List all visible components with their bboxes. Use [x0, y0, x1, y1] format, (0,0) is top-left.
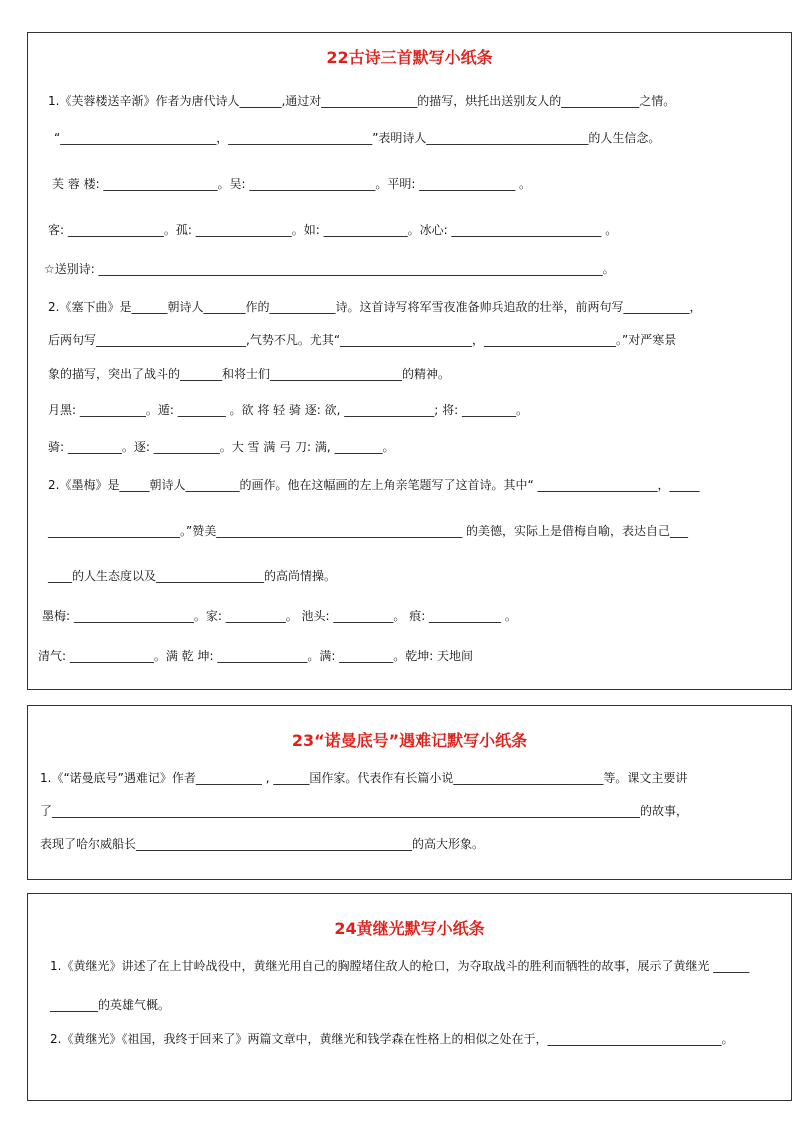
s22-line-14: 墨梅: ____________________。家: __________。 池头: __________。 痕: ____________ 。 — [42, 609, 517, 623]
section-23-title: 23“诺曼底号”遇难记默写小纸条 — [291, 731, 528, 750]
s22-line-7: 后两句写_________________________,气势不凡。尤其“______________________，______________________。”对严寒景 — [48, 333, 677, 347]
section-24-title: 24黄继光默写小纸条 — [334, 919, 485, 938]
section-23-card — [27, 705, 792, 880]
s24-line-2: ________的英雄气概。 — [50, 998, 171, 1012]
s23-line-2: 了__________________________________________________________________________________________________的故事， — [40, 804, 689, 818]
s22-line-9: 月黑: ___________。遁: ________ 。欲 将 轻 骑 逐: 欲, _______________; 将: _________。 — [48, 403, 528, 417]
s22-line-1: 1.《芙蓉楼送辛渐》作者为唐代诗人_______,通过对________________的描写，烘托出送别友人的_____________之情。 — [48, 94, 676, 108]
s23-line-1: 1.《“诺曼底号”遇难记》作者___________ , ______国作家。代表作有长篇小说_________________________等。课文主要讲 — [40, 771, 688, 785]
section-22-title: 22古诗三首默写小纸条 — [326, 48, 493, 67]
s22-line-3: 芙 蓉 楼: ___________________。吴: _____________________。平明: ________________ 。 — [52, 177, 532, 191]
s23-line-3: 表现了哈尔威船长______________________________________________的高大形象。 — [40, 837, 485, 851]
s22-line-15: 清气: ______________。满 乾 坤: _______________。满: _________。乾坤: 天地间 — [38, 649, 474, 663]
s22-line-6: 2.《塞下曲》是______朝诗人_______作的___________诗。这首诗写将军雪夜准备帅兵追敌的壮举，前两句写___________， — [48, 300, 702, 314]
s22-line-13: ____的人生态度以及__________________的高尚情操。 — [48, 569, 337, 583]
s24-line-3: 2.《黄继光》《祖国，我终于回来了》两篇文章中，黄继光和钱学森在性格上的相似之处在于，_____________________________。 — [50, 1032, 734, 1046]
s22-line-8: 象的描写，突出了战斗的_______和将士们______________________的精神。 — [48, 367, 451, 381]
s22-line-12: ______________________。”赞美_________________________________________ 的美德，实际上是借梅自喻，表达自己___ — [48, 524, 689, 538]
s22-line-5: ☆送别诗: ____________________________________________________________________________________。 — [44, 262, 615, 276]
s22-line-10: 骑: _________。逐: ___________。大 雪 满 弓 刀: 满, ________。 — [48, 440, 395, 454]
s24-line-1: 1.《黄继光》讲述了在上甘岭战役中，黄继光用自己的胸膛堵住敌人的枪口，为夺取战斗的胜利而牺牲的故事，展示了黄继光 ______ — [50, 959, 750, 973]
section-22-card — [27, 32, 792, 690]
s22-line-11: 2.《墨梅》是_____朝诗人_________的画作。他在这幅画的左上角亲笔题写了这首诗。其中“ ____________________，_____ — [48, 478, 700, 492]
s22-line-4: 客: ________________。孤: ________________。如: ______________。冰心: _________________________ 。 — [48, 223, 618, 237]
s22-line-2: “__________________________，________________________”表明诗人___________________________的人生信念。 — [54, 131, 661, 145]
section-24-card — [27, 893, 792, 1101]
